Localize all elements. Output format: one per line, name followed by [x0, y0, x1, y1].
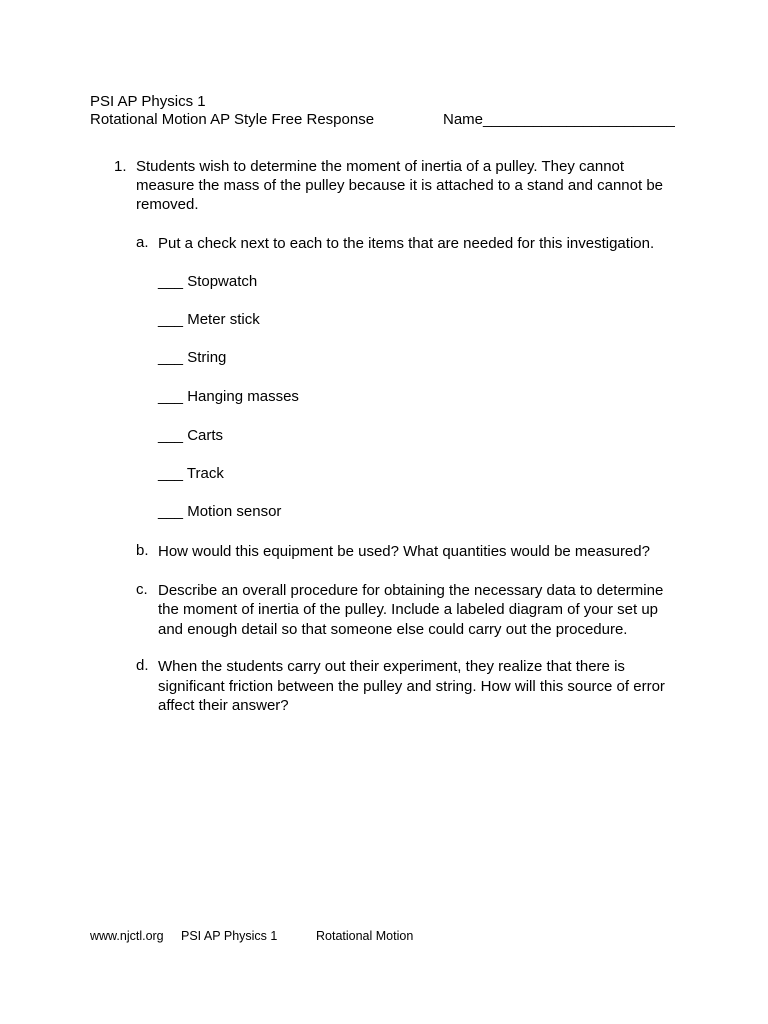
footer-site-link[interactable]: www.njctl.org	[90, 929, 164, 943]
checklist-item-string: ___ String	[158, 349, 227, 366]
part-c-line-2: the moment of inertia of the pulley. Include a labeled diagram of your set up	[158, 601, 659, 618]
part-a-text: Put a check next to each to the items that are needed for this investigation.	[158, 235, 655, 252]
part-c-line-1: Describe an overall procedure for obtaining the necessary data to determine	[158, 582, 664, 599]
worksheet-title: Rotational Motion AP Style Free Response	[90, 111, 375, 128]
part-d-line-1: When the students carry out their experiment, they realize that there is	[158, 658, 625, 675]
checklist-item-motion-sensor: ___ Motion sensor	[158, 503, 282, 520]
part-d-line-3: affect their answer?	[158, 697, 289, 714]
checklist-item-meter-stick: ___ Meter stick	[158, 311, 260, 328]
question-number: 1.	[114, 158, 127, 175]
checklist-item-hanging-masses: ___ Hanging masses	[158, 388, 299, 405]
part-a-letter: a.	[136, 234, 149, 251]
footer-topic: Rotational Motion	[316, 929, 414, 943]
name-field-label: Name_______________________	[443, 111, 675, 128]
checklist-item-track: ___ Track	[158, 465, 224, 482]
part-c-letter: c.	[136, 581, 148, 598]
question-stem-line-1: Students wish to determine the moment of inertia of a pulley. They cannot	[136, 158, 625, 175]
question-stem-line-3: removed.	[136, 196, 199, 213]
part-d-letter: d.	[136, 657, 149, 674]
course-title: PSI AP Physics 1	[90, 93, 206, 110]
checklist-item-stopwatch: ___ Stopwatch	[158, 273, 258, 290]
checklist-item-carts: ___ Carts	[158, 427, 224, 444]
part-b-text: How would this equipment be used? What quantities would be measured?	[158, 543, 650, 560]
part-b-letter: b.	[136, 542, 149, 559]
footer-course: PSI AP Physics 1	[181, 929, 278, 943]
part-c-line-3: and enough detail so that someone else could carry out the procedure.	[158, 621, 628, 638]
question-stem-line-2: measure the mass of the pulley because it is attached to a stand and cannot be	[136, 177, 663, 194]
part-d-line-2: significant friction between the pulley and string. How will this source of error	[158, 678, 665, 695]
